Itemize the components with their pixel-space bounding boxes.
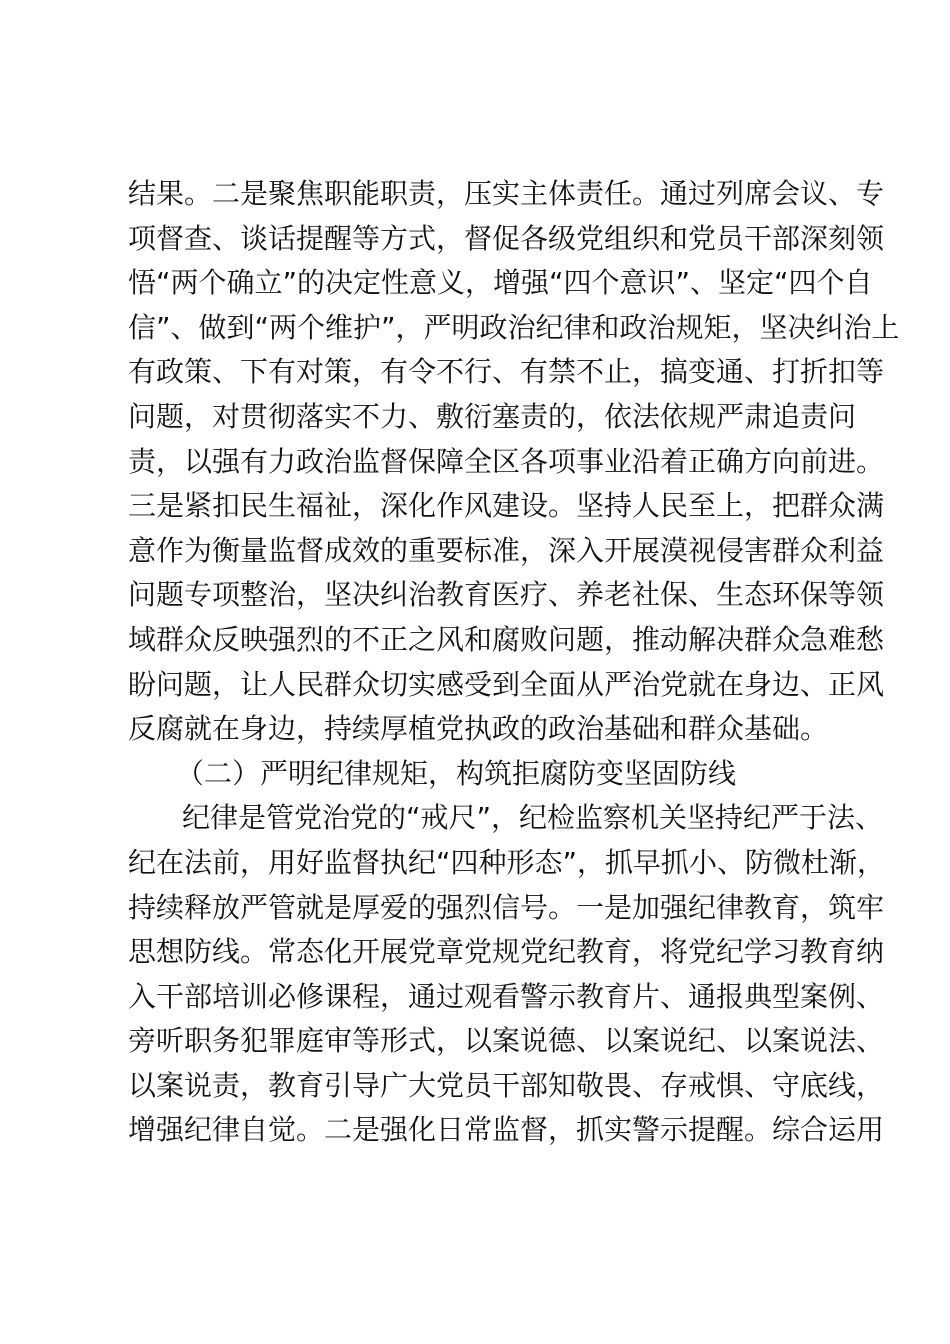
text-line: 纪在法前，用好监督执纪“四种形态”，抓早抓小、防微杜渐， [128, 845, 886, 879]
text-line: 悟“两个确立”的决定性意义，增强“四个意识”、坚定“四个自 [128, 266, 873, 300]
text-line: 意作为衡量监督成效的重要标准，深入开展漠视侵害群众利益 [128, 533, 885, 567]
text-line: 旁听职务犯罪庭审等形式，以案说德、以案说纪、以案说法、 [128, 1024, 885, 1058]
text-line: 有政策、下有对策，有令不行、有禁不止，搞变通、打折扣等 [128, 355, 885, 389]
text-line: 信”、做到“两个维护”，严明政治纪律和政治规矩，坚决纠治上 [128, 310, 900, 344]
text-line: 入干部培训必修课程，通过观看警示教育片、通报典型案例、 [128, 979, 885, 1013]
text-line: 持续释放严管就是厚爱的强烈信号。一是加强纪律教育，筑牢 [128, 890, 885, 924]
text-line: 责，以强有力政治监督保障全区各项事业沿着正确方向前进。 [128, 444, 885, 478]
text-line: 增强纪律自觉。二是强化日常监督，抓实警示提醒。综合运用 [128, 1113, 885, 1147]
text-line: 项督查、谈话提醒等方式，督促各级党组织和党员干部深刻领 [128, 221, 885, 255]
text-line: 问题专项整治，坚决纠治教育医疗、养老社保、生态环保等领 [128, 578, 885, 612]
text-line: 问题，对贯彻落实不力、敷衍塞责的，依法依规严肃追责问 [128, 399, 857, 433]
document-body [128, 172, 900, 1153]
text-line: 结果。二是聚焦职能职责，压实主体责任。通过列席会议、专 [128, 177, 885, 210]
text-line: 域群众反映强烈的不正之风和腐败问题，推动解决群众急难愁 [128, 622, 885, 656]
text-line: 以案说责，教育引导广大党员干部知敬畏、存戒惧、守底线， [128, 1068, 885, 1102]
text-line: 思想防线。常态化开展党章党规党纪教育，将党纪学习教育纳 [128, 935, 885, 969]
text-line: 反腐就在身边，持续厚植党执政的政治基础和群众基础。 [128, 712, 829, 746]
text-line: 三是紧扣民生福祉，深化作风建设。坚持人民至上，把群众满 [128, 489, 885, 523]
paragraph-first-line: 纪律是管党治党的“戒尺”，纪检监察机关坚持纪严于法、 [182, 801, 884, 835]
text-line: 盼问题，让人民群众切实感受到全面从严治党就在身边、正风 [128, 667, 885, 701]
section-heading: （二）严明纪律规矩，构筑拒腐防变坚固防线 [176, 756, 737, 790]
